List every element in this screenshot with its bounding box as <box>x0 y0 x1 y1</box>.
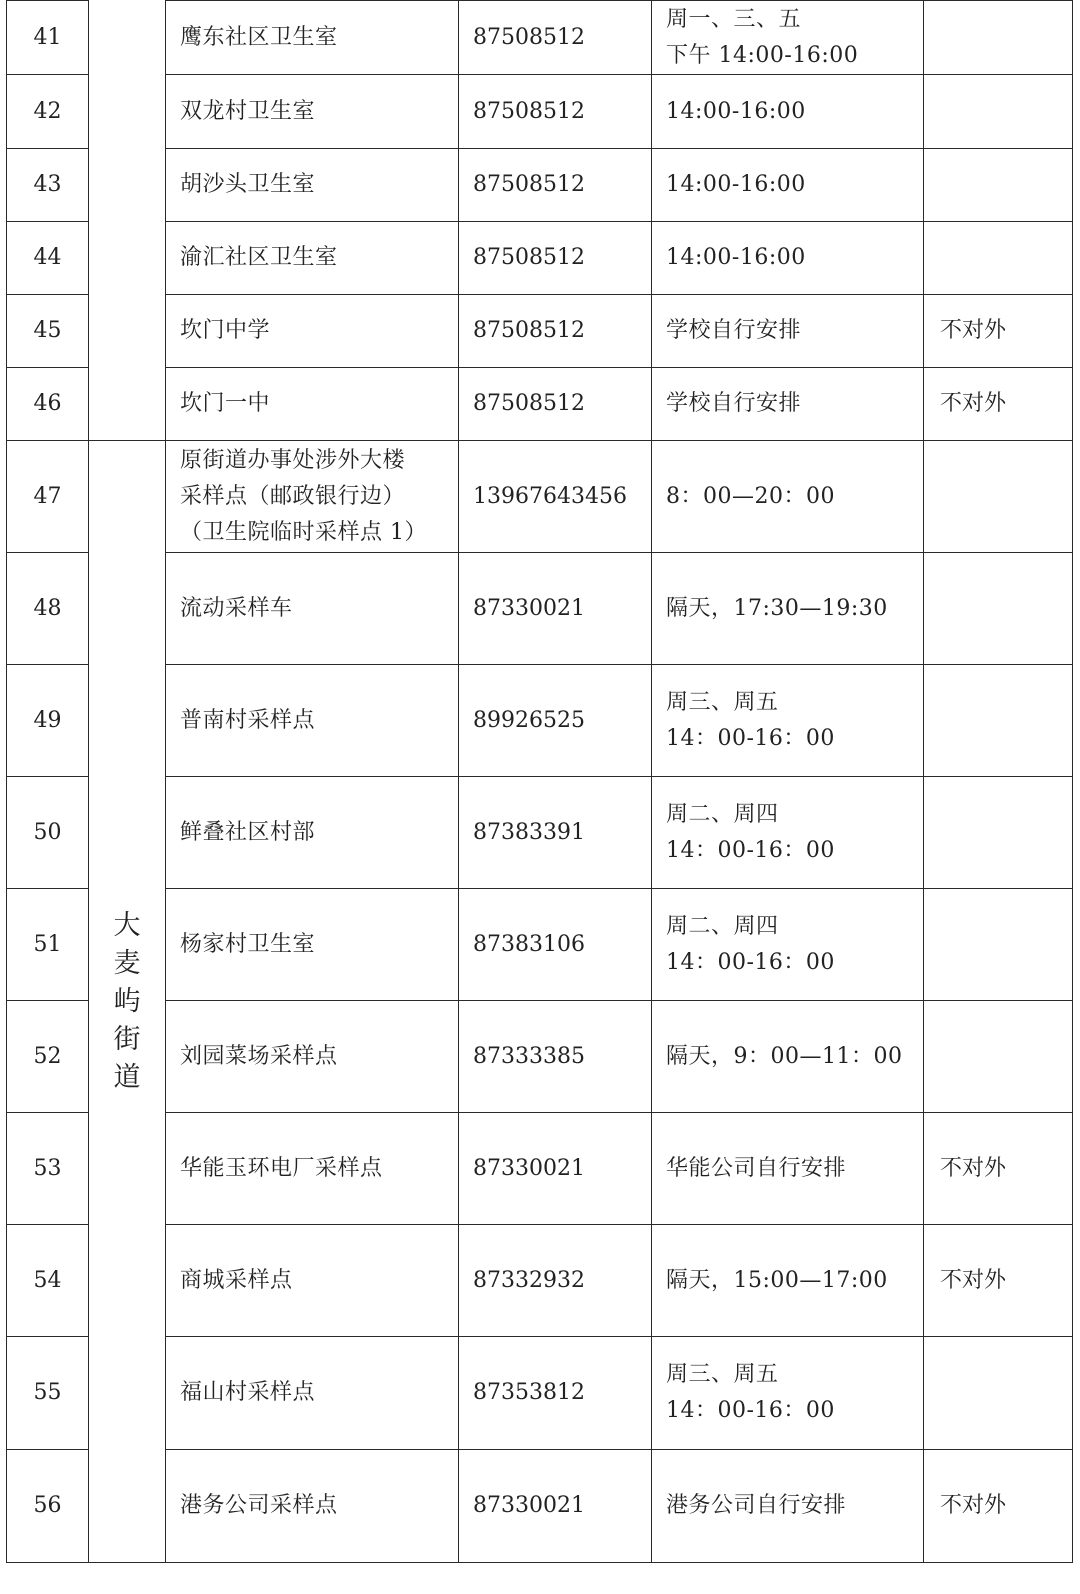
row-number-cell: 45 <box>7 295 89 368</box>
site-name-cell <box>166 222 459 295</box>
note-cell: 不对外 <box>924 1450 1073 1563</box>
note-cell: 不对外 <box>924 1113 1073 1225</box>
row-number-cell: 41 <box>7 1 89 75</box>
service-time-cell <box>652 553 924 665</box>
site-name-line: 流动采样车 <box>180 595 293 621</box>
service-time-cell <box>652 222 924 295</box>
schedule-table-container <box>6 0 1072 1563</box>
row-number-cell: 49 <box>7 665 89 777</box>
table-row <box>7 1 1073 75</box>
sampling-sites-table <box>6 0 1073 1563</box>
district-cell <box>89 441 166 1563</box>
site-name-cell <box>166 1337 459 1450</box>
phone-cell: 87332932 <box>459 1225 652 1337</box>
service-time-line: 隔天，9：00—11：00 <box>666 1043 903 1069</box>
service-time-line: 周三、周五 <box>666 689 779 715</box>
row-number-cell: 42 <box>7 75 89 149</box>
table-body <box>7 1 1073 1563</box>
service-time-line: 14：00-16：00 <box>666 1398 835 1423</box>
service-time-cell <box>652 441 924 553</box>
row-number-cell: 43 <box>7 149 89 222</box>
phone-cell: 87508512 <box>459 75 652 149</box>
site-name-cell <box>166 777 459 889</box>
row-number-cell: 48 <box>7 553 89 665</box>
table-row <box>7 1225 1073 1337</box>
phone-cell: 87330021 <box>459 553 652 665</box>
service-time-line: 14：00-16：00 <box>666 949 835 975</box>
service-time-cell <box>652 1225 924 1337</box>
phone-cell: 87353812 <box>459 1337 652 1450</box>
note-cell <box>924 1001 1073 1113</box>
phone-cell: 87508512 <box>459 368 652 441</box>
note-cell: 不对外 <box>924 295 1073 368</box>
table-row <box>7 777 1073 889</box>
site-name-line: 刘园菜场采样点 <box>180 1043 338 1069</box>
phone-cell: 87508512 <box>459 295 652 368</box>
table-row <box>7 149 1073 222</box>
phone-cell: 87330021 <box>459 1450 652 1563</box>
site-name-cell <box>166 368 459 441</box>
service-time-line: 8：00—20：00 <box>666 483 835 509</box>
row-number-cell: 47 <box>7 441 89 553</box>
table-row <box>7 368 1073 441</box>
site-name-cell <box>166 1001 459 1113</box>
site-name-cell <box>166 1113 459 1225</box>
site-name-line: 鹰东社区卫生室 <box>180 24 338 50</box>
row-number-cell: 55 <box>7 1337 89 1450</box>
site-name-line: 坎门中学 <box>180 318 271 343</box>
service-time-line: 14:00-16:00 <box>666 172 806 197</box>
service-time-line: 周三、周五 <box>666 1362 779 1387</box>
table-row <box>7 441 1073 553</box>
service-time-line: 周二、周四 <box>666 801 779 827</box>
site-name-line: 杨家村卫生室 <box>180 931 316 957</box>
site-name-cell <box>166 1225 459 1337</box>
site-name-line: （卫生院临时采样点 1） <box>180 519 427 545</box>
site-name-cell <box>166 149 459 222</box>
note-cell <box>924 553 1073 665</box>
service-time-cell <box>652 1337 924 1450</box>
row-number-cell: 46 <box>7 368 89 441</box>
site-name-cell <box>166 75 459 149</box>
site-name-line: 采样点（邮政银行边） <box>180 483 406 509</box>
phone-cell: 87330021 <box>459 1113 652 1225</box>
site-name-cell <box>166 295 459 368</box>
site-name-line: 商城采样点 <box>180 1267 293 1293</box>
service-time-cell <box>652 889 924 1001</box>
note-cell <box>924 889 1073 1001</box>
table-row <box>7 553 1073 665</box>
table-row <box>7 1337 1073 1450</box>
district-name: 大麦屿街道 <box>113 909 141 1093</box>
site-name-line: 渝汇社区卫生室 <box>180 245 338 270</box>
table-row <box>7 1450 1073 1563</box>
service-time-line: 下午 14:00-16:00 <box>666 42 859 68</box>
row-number-cell: 51 <box>7 889 89 1001</box>
service-time-line: 14:00-16:00 <box>666 245 806 270</box>
note-cell <box>924 1 1073 75</box>
site-name-line: 福山村采样点 <box>180 1380 316 1405</box>
phone-cell: 13967643456 <box>459 441 652 553</box>
service-time-cell <box>652 1001 924 1113</box>
row-number-cell: 44 <box>7 222 89 295</box>
table-row <box>7 665 1073 777</box>
service-time-line: 华能公司自行安排 <box>666 1155 847 1181</box>
row-number-cell: 52 <box>7 1001 89 1113</box>
service-time-cell <box>652 1113 924 1225</box>
site-name-line: 普南村采样点 <box>180 707 316 733</box>
note-cell <box>924 222 1073 295</box>
service-time-cell <box>652 368 924 441</box>
site-name-line: 原街道办事处涉外大楼 <box>180 447 406 473</box>
service-time-line: 周一、三、五 <box>666 6 802 32</box>
site-name-line: 坎门一中 <box>180 391 271 416</box>
site-name-line: 华能玉环电厂采样点 <box>180 1155 383 1181</box>
table-row <box>7 1001 1073 1113</box>
table-row <box>7 222 1073 295</box>
phone-cell: 87508512 <box>459 149 652 222</box>
row-number-cell: 56 <box>7 1450 89 1563</box>
service-time-line: 学校自行安排 <box>666 318 802 343</box>
note-cell <box>924 665 1073 777</box>
service-time-line: 14:00-16:00 <box>666 98 806 124</box>
service-time-line: 学校自行安排 <box>666 391 802 416</box>
note-cell <box>924 149 1073 222</box>
phone-cell: 87508512 <box>459 1 652 75</box>
row-number-cell: 53 <box>7 1113 89 1225</box>
service-time-line: 14：00-16：00 <box>666 837 835 863</box>
phone-cell: 87383391 <box>459 777 652 889</box>
note-cell: 不对外 <box>924 368 1073 441</box>
service-time-cell <box>652 75 924 149</box>
table-row <box>7 75 1073 149</box>
service-time-cell <box>652 1 924 75</box>
site-name-cell <box>166 553 459 665</box>
site-name-cell <box>166 441 459 553</box>
site-name-line: 双龙村卫生室 <box>180 98 316 124</box>
note-cell <box>924 441 1073 553</box>
row-number-cell: 50 <box>7 777 89 889</box>
site-name-line: 胡沙头卫生室 <box>180 172 316 197</box>
table-row <box>7 889 1073 1001</box>
site-name-cell <box>166 1 459 75</box>
service-time-line: 隔天，17:30—19:30 <box>666 595 888 621</box>
district-cell <box>89 1 166 441</box>
site-name-cell <box>166 665 459 777</box>
note-cell: 不对外 <box>924 1225 1073 1337</box>
service-time-cell <box>652 1450 924 1563</box>
service-time-cell <box>652 149 924 222</box>
phone-cell: 87383106 <box>459 889 652 1001</box>
table-row <box>7 1113 1073 1225</box>
note-cell <box>924 777 1073 889</box>
note-cell <box>924 1337 1073 1450</box>
service-time-cell <box>652 777 924 889</box>
site-name-cell <box>166 889 459 1001</box>
service-time-line: 14：00-16：00 <box>666 725 835 751</box>
note-cell <box>924 75 1073 149</box>
phone-cell: 87508512 <box>459 222 652 295</box>
row-number-cell: 54 <box>7 1225 89 1337</box>
phone-cell: 89926525 <box>459 665 652 777</box>
phone-cell: 87333385 <box>459 1001 652 1113</box>
site-name-line: 鲜叠社区村部 <box>180 819 316 845</box>
site-name-cell <box>166 1450 459 1563</box>
service-time-cell <box>652 665 924 777</box>
service-time-line: 周二、周四 <box>666 913 779 939</box>
service-time-line: 隔天，15:00—17:00 <box>666 1267 888 1293</box>
site-name-line: 港务公司采样点 <box>180 1493 338 1518</box>
service-time-cell <box>652 295 924 368</box>
table-row <box>7 295 1073 368</box>
service-time-line: 港务公司自行安排 <box>666 1493 847 1518</box>
